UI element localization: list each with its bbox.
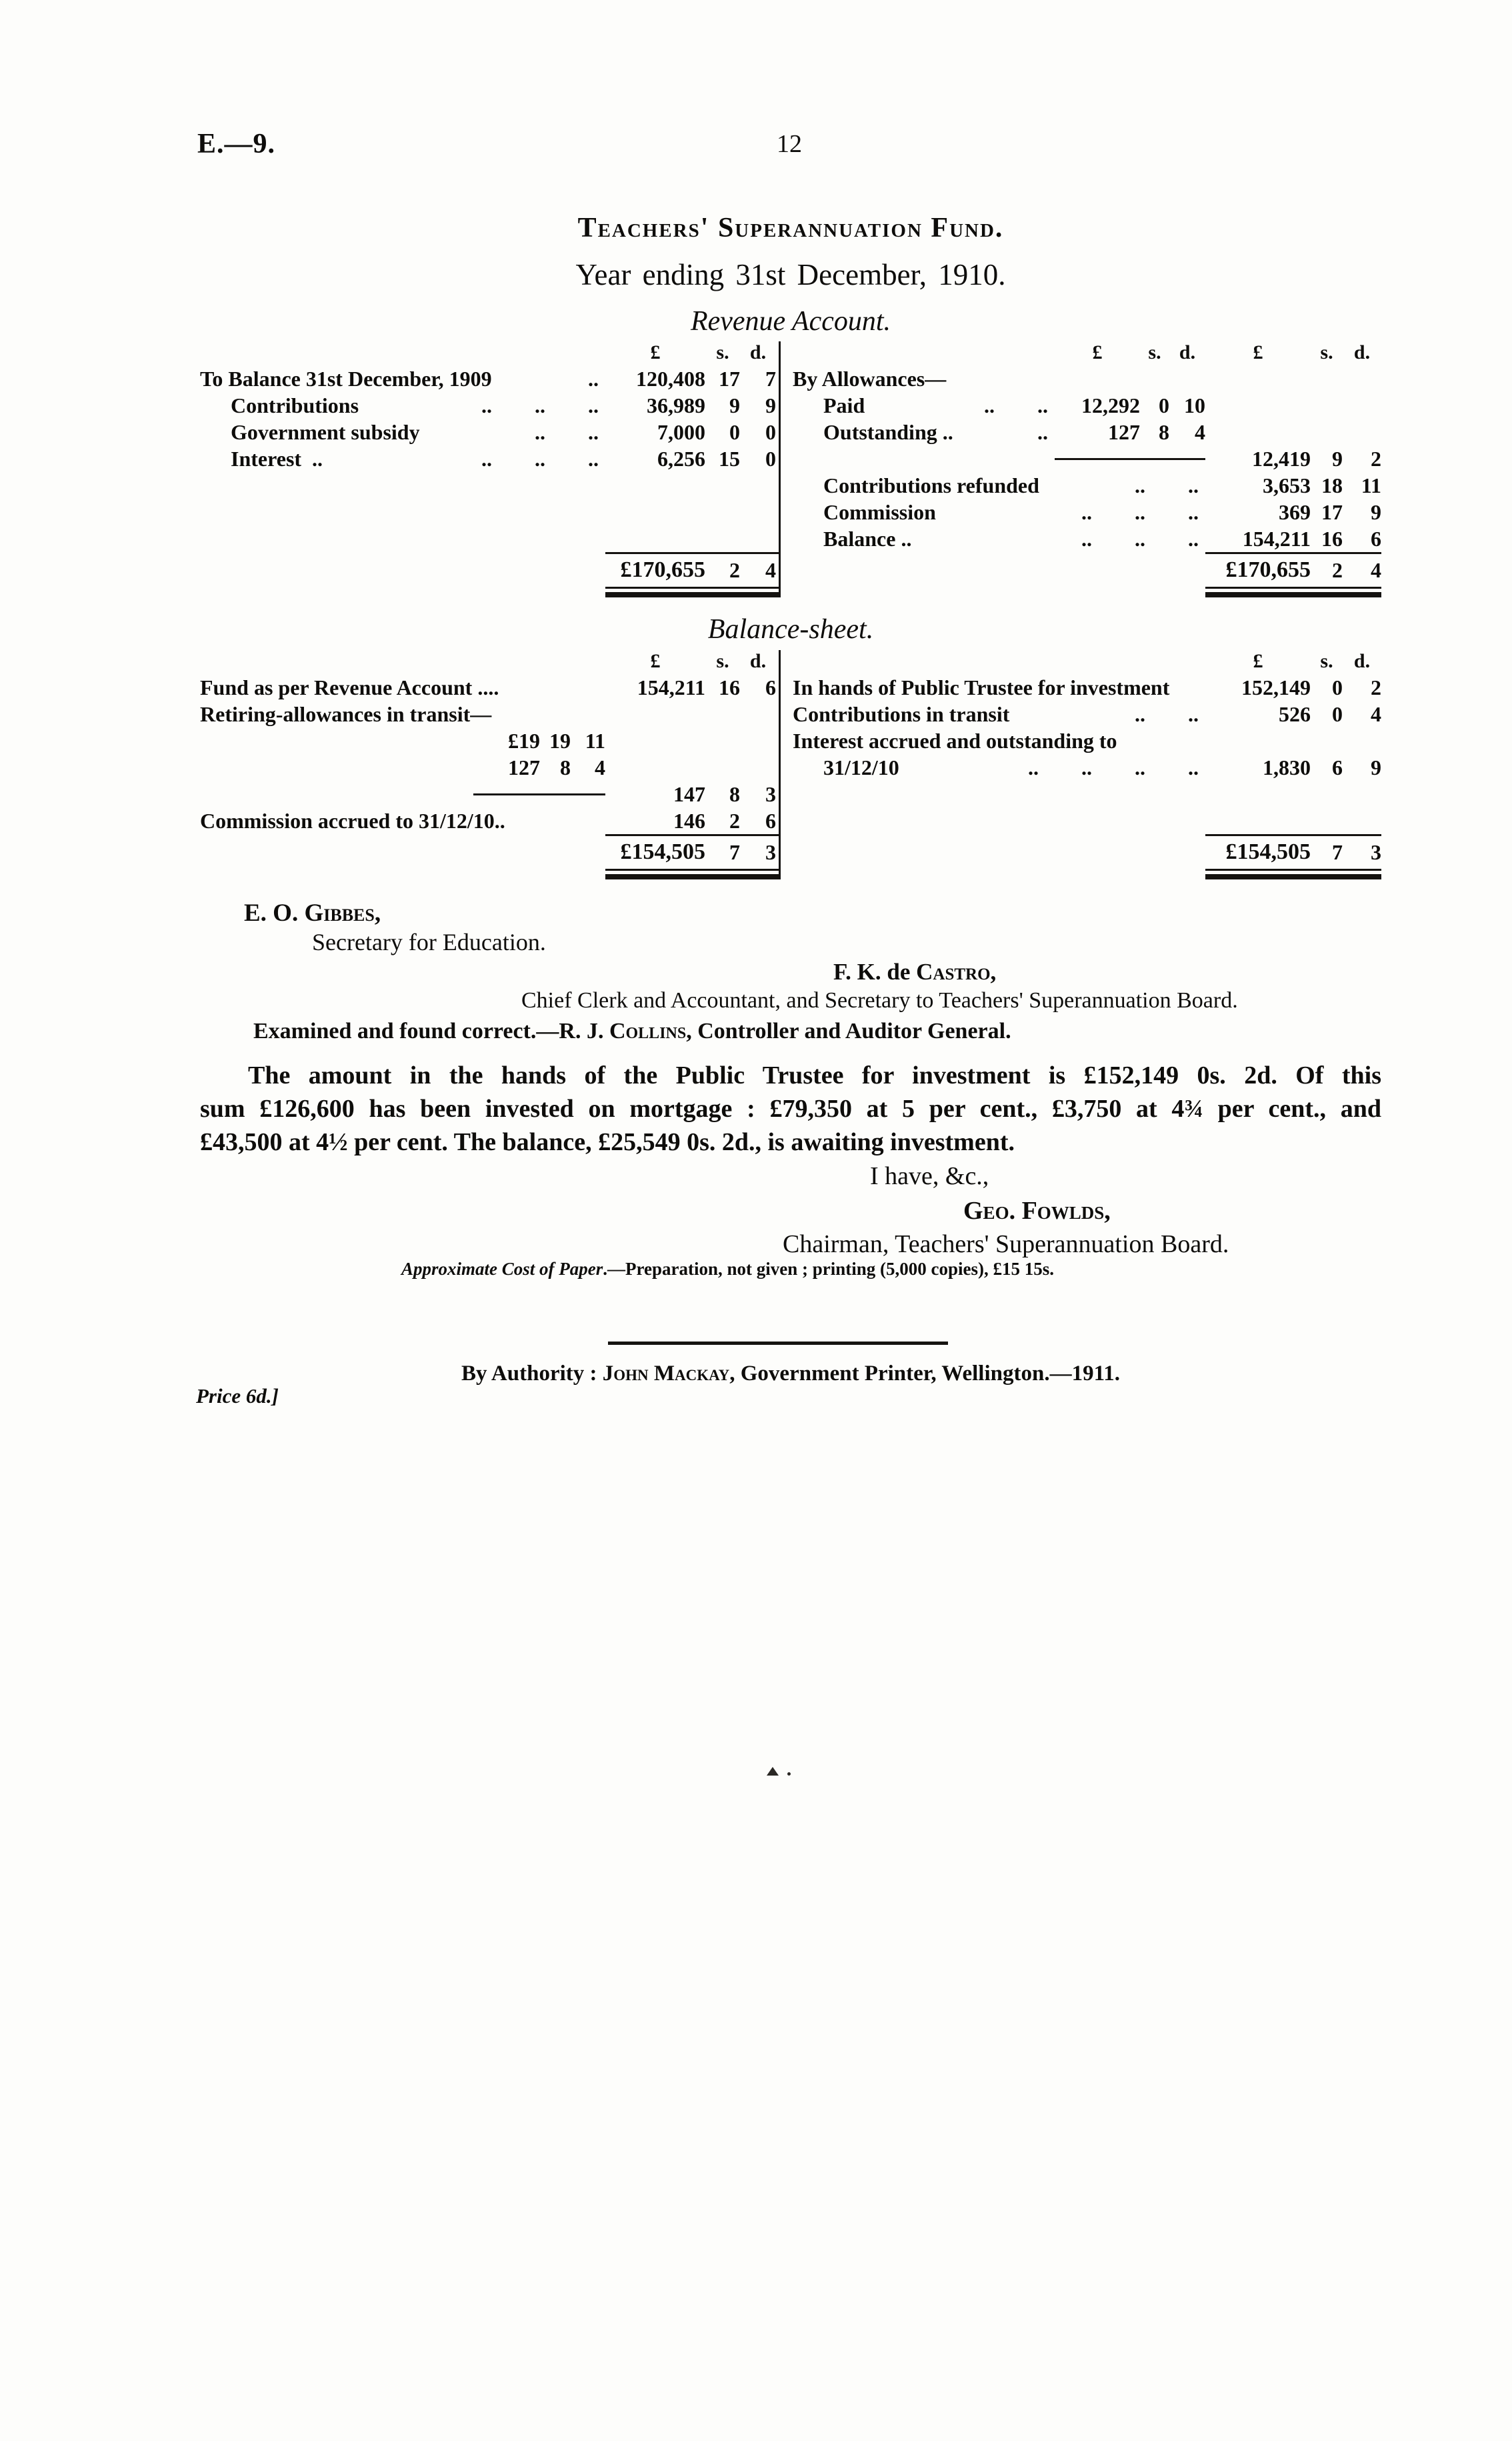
total-pounds: £154,505 [620,839,705,864]
amount-shillings: 18 [1321,473,1343,497]
dot-leaders: .. .. [1135,473,1199,497]
row-label: Balance .. [823,527,912,551]
table-row [793,754,1381,781]
row-label: Retiring-allowances in transit— [200,702,492,726]
row-label: Outstanding .. [823,420,953,444]
balance-sheet-table [200,650,1381,879]
amount-pounds: 369 [1279,500,1311,524]
revenue-account-table [200,341,1381,597]
pence-header: d. [1353,650,1371,672]
amount-pounds: 3,653 [1263,473,1311,497]
amount-pence: 9 [765,393,776,417]
pence-header: d. [1353,341,1371,363]
amount-shillings: 17 [719,367,740,391]
pound-header: £ [650,650,661,672]
shillings-header: s. [716,341,729,363]
amount-pounds: 127 [1108,420,1140,444]
amount-shillings: 0 [1332,675,1343,699]
column-header-row [200,341,779,365]
paragraph-line: sum £126,600 has been invested on mortgage : £79,350 at 5 per cent., £3,750 at 4¾ per cent., and [200,1095,1381,1123]
blank-space [200,472,779,552]
total-pounds: £170,655 [620,557,705,582]
amount-shillings: 9 [729,393,740,417]
row-label: Contributions in transit [793,702,1010,726]
row-label: Contributions refunded [823,473,1039,497]
page-number: 12 [777,130,802,158]
price-line: Price 6d.] [196,1384,279,1408]
amount-pence: 4 [1371,702,1381,726]
row-label: In hands of Public Trustee for investment [793,675,1170,699]
amount-pence: 10 [1184,393,1205,417]
double-rule-thick [605,592,779,597]
total-block [1205,834,1381,879]
amount-shillings: 2 [729,809,740,833]
amount-pounds: 36,989 [647,393,705,417]
subtotal-row [200,781,779,807]
amount-shillings: 16 [1321,527,1343,551]
signature-castro: F. K. de Castro, [833,959,997,985]
amount-shillings: 0 [1332,702,1343,726]
total-rule [605,552,779,554]
dot-leaders: .. [588,367,599,391]
dot-leaders: .. .. .. [481,393,599,417]
amount-pence: 7 [765,367,776,391]
total-row [1205,839,1381,865]
pound-header: £ [1253,650,1263,672]
row-label: To Balance 31st December, 1909 [200,367,492,391]
amount-pence: 3 [765,782,776,806]
shillings-header: s. [716,650,729,672]
row-label: Contributions [231,393,359,417]
signature-fowlds: Geo. Fowlds, [963,1197,1111,1225]
total-pence: 3 [765,840,776,864]
total-rule [1205,834,1381,836]
amount-pounds: 7,000 [657,420,705,444]
investment-note-paragraph [200,1059,1381,1159]
double-rule-thin [1205,587,1381,589]
table-row [200,392,779,419]
signature-castro-title: Chief Clerk and Accountant, and Secretary to Teachers' Superannuation Board. [521,988,1238,1013]
signature-gibbes-title: Secretary for Education. [312,929,546,955]
dot-leaders: .. .. .. [1081,527,1199,551]
table-row [793,472,1381,499]
double-rule-thin [605,587,779,589]
amount-pence: 6 [1371,527,1381,551]
amount-pence: 0 [765,420,776,444]
total-rule [1205,552,1381,554]
amount-shillings: 15 [719,447,740,471]
amount-pence: 9 [1371,755,1381,779]
revenue-debit-side [200,341,779,597]
shillings-header: s. [1320,650,1333,672]
amount-shillings: 0 [1159,393,1169,417]
row-label: Interest accrued and outstanding to [793,729,1117,753]
pence-header: d. [749,341,767,363]
table-row [793,365,1381,392]
shillings-header: s. [1320,341,1333,363]
amount-shillings: 19 [549,729,571,753]
dot-leaders: .. .. .. .. [1028,755,1199,779]
table-row [200,701,779,727]
dot-leaders: .. [1037,420,1048,444]
amount-pence: 2 [1371,447,1381,471]
subtotal-row [793,445,1381,472]
total-shillings: 7 [729,840,740,864]
subtotal-rule [473,793,605,795]
amount-pounds: 1,830 [1263,755,1311,779]
amount-shillings: 17 [1321,500,1343,524]
amount-pence: 6 [765,809,776,833]
amount-pence: 11 [1361,473,1381,497]
amount-pounds: 12,419 [1252,447,1311,471]
column-header-row [200,650,779,674]
row-label: Fund as per Revenue Account .. [200,675,489,699]
amount-pounds: 12,292 [1081,393,1140,417]
signature-fowlds-title: Chairman, Teachers' Superannuation Board. [783,1230,1229,1258]
amount-pounds: £19 [508,729,540,753]
column-header-row [793,341,1381,365]
total-pounds: £170,655 [1225,557,1311,582]
dot-leaders: .. .. .. [481,447,599,471]
amount-pence: 0 [765,447,776,471]
total-block [605,552,779,597]
valediction: I have, &c., [870,1162,989,1190]
shillings-header: s. [1148,341,1161,363]
total-shillings: 7 [1332,840,1343,864]
total-pence: 4 [1371,558,1381,582]
amount-shillings: 0 [729,420,740,444]
table-row [793,392,1381,419]
total-row [1205,557,1381,583]
paragraph-line: £43,500 at 4½ per cent. The balance, £25,549 0s. 2d., is awaiting investment. [200,1128,1015,1156]
amount-pounds: 152,149 [1241,675,1311,699]
revenue-account-heading: Revenue Account. [690,306,891,337]
balance-sheet-heading: Balance-sheet. [707,614,874,645]
table-row [793,674,1381,701]
table-row [793,727,1381,754]
dot-leaders: .. [488,675,499,699]
audit-certification-line: Examined and found correct.—R. J. Collins, Controller and Auditor General. [253,1019,1011,1043]
table-row [200,365,779,392]
amount-pence: 2 [1371,675,1381,699]
amount-pounds: 147 [673,782,705,806]
table-row [793,525,1381,552]
pound-header: £ [650,341,661,363]
amount-pence: 4 [595,755,605,779]
amount-pounds: 127 [508,755,540,779]
dot-leaders: .. .. [1135,702,1199,726]
amount-pounds: 6,256 [657,447,705,471]
pence-header: d. [1179,341,1196,363]
dot-leaders: .. .. [535,420,599,444]
amount-pence: 11 [585,729,605,753]
amount-pounds: 526 [1279,702,1311,726]
table-row [200,445,779,472]
ink-speck [767,1767,779,1776]
fund-title: Teachers' Superannuation Fund. [577,213,1004,243]
amount-shillings: 6 [1332,755,1343,779]
row-label: Paid [823,393,865,417]
cost-of-paper-line: Approximate Cost of Paper.—Preparation, not given ; printing (5,000 copies), £15 15s. [401,1259,1054,1279]
double-rule-thick [1205,592,1381,597]
double-rule-thin [605,869,779,871]
pound-header: £ [1253,341,1263,363]
double-rule-thin [1205,869,1381,871]
table-row [200,674,779,701]
amount-shillings: 8 [729,782,740,806]
amount-pounds: 154,211 [637,675,705,699]
blank-space [793,781,1381,834]
total-pence: 4 [765,558,776,582]
total-block [605,834,779,879]
double-rule-thick [605,874,779,879]
table-row [793,499,1381,525]
row-label: Commission [823,500,936,524]
pence-header: d. [749,650,767,672]
revenue-credit-side [779,341,1381,597]
amount-pounds: 120,408 [636,367,705,391]
period-line: Year ending 31st December, 1910. [575,258,1006,291]
balance-liabilities-side [200,650,779,879]
transit-item-row [200,754,779,781]
dot-leaders: .. .. [984,393,1048,417]
amount-pounds: 154,211 [1242,527,1311,551]
table-row [200,419,779,445]
total-rule [605,834,779,836]
amount-pounds: 146 [673,809,705,833]
total-row [605,557,779,583]
table-row [200,807,779,834]
column-header-row [793,650,1381,674]
footer-rule [608,1342,948,1345]
amount-pence: 9 [1371,500,1381,524]
dot-leaders: .. .. .. [1081,500,1199,524]
dot-leaders: .. [494,809,505,833]
paragraph-line: The amount in the hands of the Public Trustee for investment is £152,149 0s. 2d. Of this [248,1061,1381,1089]
subtotal-rule [1055,458,1205,460]
page-header [197,128,1381,161]
group-label: By Allowances— [793,367,947,391]
total-row [605,839,779,865]
row-label: 31/12/10 [823,755,899,779]
amount-pence: 6 [765,675,776,699]
total-shillings: 2 [729,558,740,582]
table-row [793,419,1381,445]
row-label: Government subsidy [231,420,420,444]
amount-shillings: 9 [1332,447,1343,471]
amount-pence: 4 [1195,420,1205,444]
pound-header: £ [1092,341,1103,363]
total-shillings: 2 [1332,558,1343,582]
row-label: Commission accrued to 31/12/10 [200,809,495,833]
total-pence: 3 [1371,840,1381,864]
amount-shillings: 8 [1159,420,1169,444]
imprint-line: By Authority : John Mackay, Government Printer, Wellington.—1911. [461,1362,1120,1386]
balance-assets-side [779,650,1381,879]
signature-gibbes: E. O. Gibbes, [244,899,381,927]
amount-shillings: 8 [560,755,571,779]
amount-shillings: 16 [719,675,740,699]
total-pounds: £154,505 [1225,839,1311,864]
table-row [793,701,1381,727]
document-reference: E.—9. [197,129,276,159]
row-label: Interest .. [231,447,323,471]
transit-item-row [200,727,779,754]
total-block [1205,552,1381,597]
double-rule-thick [1205,874,1381,879]
